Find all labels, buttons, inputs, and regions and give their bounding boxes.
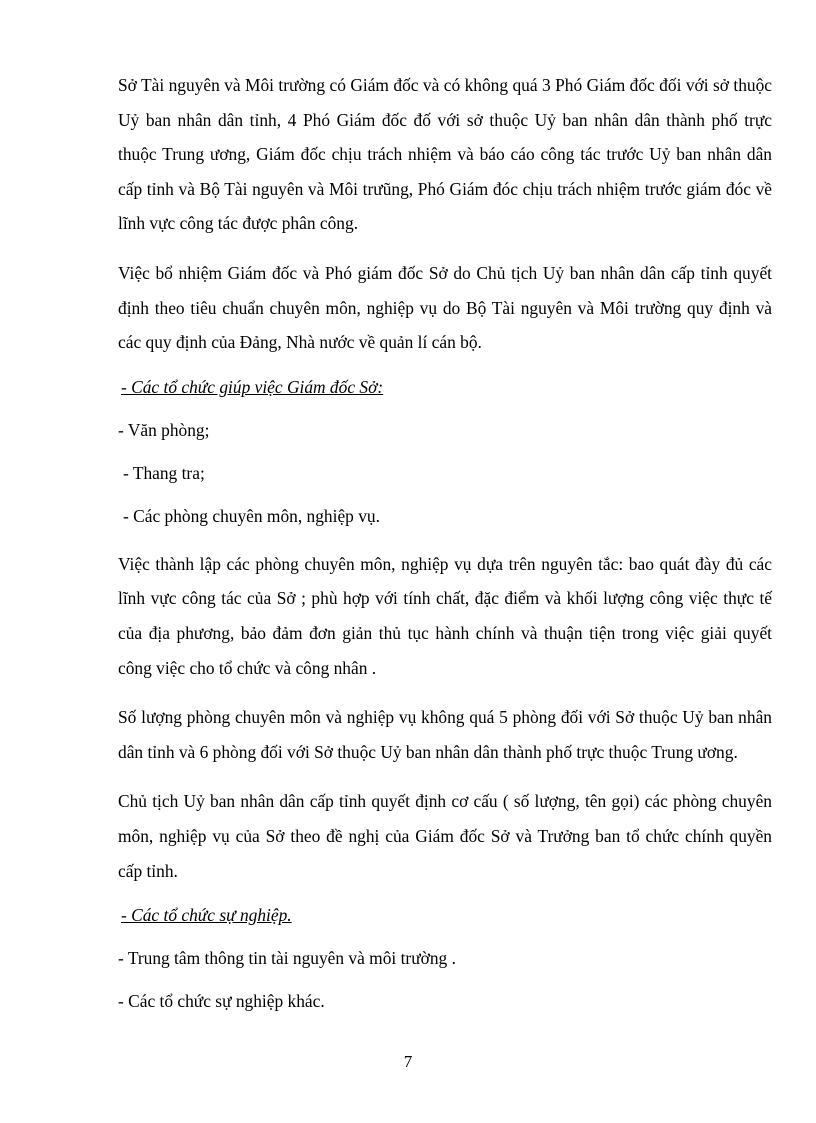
document-body — [118, 68, 772, 1032]
list-item-info-center: - Trung tâm thông tin tài nguyên và môi trường . — [118, 948, 456, 969]
paragraph-director-structure: Sở Tài nguyên và Môi trường có Giám đốc và có không quá 3 Phó Giám đốc đối với sở thuộc Uỷ ban nhân dân tỉnh, 4 Phó Giám đốc đố với sở thuộc Uỷ ban nhân dân thành phố trực thuộc Trung ương, Giám đốc chịu trách nhiệm và báo cáo công tác trước Uỷ ban nhân dân cấp tỉnh và Bộ Tài nguyên và Môi trưũng, Phó Giám đóc chịu trách nhiệm trước giám đóc về lĩnh vực công tác được phân công. — [118, 75, 772, 234]
section-heading-public-units: - Các tổ chức sự nghiệp. — [121, 905, 292, 926]
paragraph-structure-decision: Chủ tịch Uỷ ban nhân dân cấp tỉnh quyết định cơ cấu ( số lượng, tên gọi) các phòng chuyên môn, nghiệp vụ của Sở theo đề nghị của Giám đốc Sở và Trưởng ban tổ chức chính quyền cấp tỉnh. — [118, 791, 772, 881]
section-heading-support-units: - Các tổ chức giúp việc Giám đốc Sở: — [121, 376, 384, 397]
list-item-departments: - Các phòng chuyên môn, nghiệp vụ. — [123, 505, 380, 526]
paragraph-appointment: Việc bổ nhiệm Giám đốc và Phó giám đốc Sở do Chủ tịch Uỷ ban nhân dân cấp tỉnh quyết định theo tiêu chuẩn chuyên môn, nghiệp vụ do Bộ Tài nguyên và Môi trường quy định và các quy định của Đảng, Nhà nước về quản lí cán bộ. — [118, 262, 772, 353]
list-item-inspection: - Thang tra; — [123, 462, 205, 483]
paragraph-department-principles: Việc thành lập các phòng chuyên môn, nghiệp vụ dựa trên nguyên tắc: bao quát đày đủ các lĩnh vực công tác của Sở ; phù hợp với tính chất, đặc điểm và khối lượng công việc thực tế của địa phương, bảo đảm đơn giản thủ tục hành chính và thuận tiện trong việc giải quyết công việc cho tổ chức và công nhân . — [118, 553, 772, 678]
list-item-office: - Văn phòng; — [118, 419, 210, 440]
paragraph-department-count: Số lượng phòng chuyên môn và nghiệp vụ không quá 5 phòng đối với Sở thuộc Uỷ ban nhân dân tỉnh và 6 phòng đối với Sở thuộc Uỷ ban nhân dân thành phố trực thuộc Trung ương. — [118, 707, 772, 762]
page-number: 7 — [403, 1052, 413, 1071]
list-item-other-units: - Các tổ chức sự nghiệp khác. — [118, 991, 325, 1012]
